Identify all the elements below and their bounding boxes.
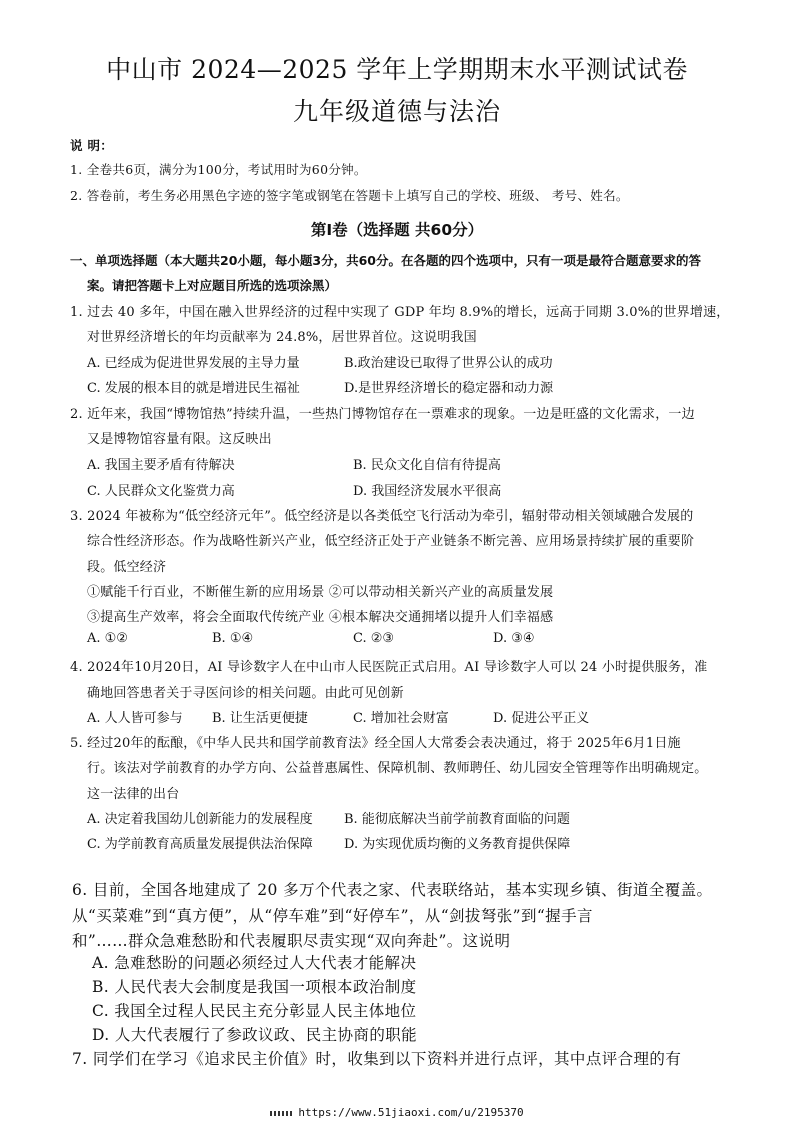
q2-stem-line1: 2. 近年来，我国“博物馆热”持续升温，一些热门博物馆存在一票难求的现象。一边是旺盛的文化需求，一边 <box>70 407 695 422</box>
q5-stem-line3: 这一法律的出台 <box>87 787 180 802</box>
q3-option-a[interactable]: A. ①② <box>87 631 128 646</box>
page-footer <box>0 1106 794 1119</box>
q1-option-d[interactable]: D.是世界经济增长的稳定器和动力源 <box>344 381 554 396</box>
q1-option-a[interactable]: A. 已经成为促进世界发展的主导力量 <box>87 356 300 371</box>
q3-stem-line2: 综合性经济形态。作为战略性新兴产业，低空经济正处于产业链条不断完善、应用场景持续扩展的重要阶 <box>87 534 695 549</box>
section-instruction-line1: 一、单项选择题（本大题共20小题，每小题3分，共60分。在各题的四个选项中，只有一项是最符合题意要求的答 <box>70 253 701 268</box>
q5-option-b[interactable]: B. 能彻底解决当前学前教育面临的问题 <box>344 812 570 827</box>
note-2: 2. 答卷前，考生务必用黑色字迹的签字笔或钢笔在答题卡上填写自己的学校、班级、 考号、姓名。 <box>70 188 629 203</box>
section-instruction-line2: 案。请把答题卡上对应题目所选的选项涂黑） <box>87 278 338 293</box>
q5-option-a[interactable]: A. 决定着我国幼儿创新能力的发展程度 <box>87 812 313 827</box>
q3-option-d[interactable]: D. ③④ <box>493 631 535 646</box>
q5-stem-line1: 5. 经过20年的酝酿，《中华人民共和国学前教育法》经全国人大常委会表决通过，将于 2025年6月1日施 <box>70 736 681 751</box>
q2-option-c[interactable]: C. 人民群众文化鉴赏力高 <box>87 484 235 499</box>
q4-option-d[interactable]: D. 促进公平正义 <box>493 711 590 726</box>
q4-option-a[interactable]: A. 人人皆可参与 <box>87 711 183 726</box>
footer-url[interactable]: https://www.51jiaoxi.com/u/2195370 <box>298 1106 524 1119</box>
q3-option-c[interactable]: C. ②③ <box>353 631 395 646</box>
q4-stem-line2: 确地回答患者关于寻医问诊的相关问题。由此可见创新 <box>87 686 404 701</box>
q4-option-b[interactable]: B. 让生活更便捷 <box>212 711 308 726</box>
q3-statements-1: ①赋能千行百业，不断催生新的应用场景 ②可以带动相关新兴产业的高质量发展 <box>87 585 554 600</box>
watermark-logo-icon <box>270 1111 292 1116</box>
q3-option-b[interactable]: B. ①④ <box>212 631 254 646</box>
q6-stem-line3: 和”……群众急难愁盼和代表履职尽责实现“双向奔赴”。这说明 <box>72 932 511 950</box>
q3-statements-2: ③提高生产效率，将会全面取代传统产业 ④根本解决交通拥堵以提升人们幸福感 <box>87 610 554 625</box>
q1-stem-line1: 1. 过去 40 多年，中国在融入世界经济的过程中实现了 GDP 年均 8.9%的增长，远高于同期 3.0%的世界增速， <box>70 305 730 320</box>
exam-title: 中山市 2024—2025 学年上学期期末水平测试试卷 <box>106 55 688 84</box>
q5-option-c[interactable]: C. 为学前教育高质量发展提供法治保障 <box>87 837 313 852</box>
q5-stem-line2: 行。该法对学前教育的办学方向、公益普惠属性、保障机制、教师聘任、幼儿园安全管理等作出明确规定。 <box>87 761 708 776</box>
notes-label: 说 明： <box>70 138 114 153</box>
q3-stem-line3: 段。低空经济 <box>87 560 167 575</box>
note-1: 1. 全卷共6页，满分为100分，考试用时为60分钟。 <box>70 162 367 177</box>
q3-stem-line1: 3. 2024 年被称为“低空经济元年”。低空经济是以各类低空飞行活动为牵引，辐射带动相关领域融合发展的 <box>70 509 694 524</box>
q6-option-a[interactable]: A. 急难愁盼的问题必须经过人大代表才能解决 <box>92 954 417 972</box>
q5-option-d[interactable]: D. 为实现优质均衡的义务教育提供保障 <box>344 837 571 852</box>
q1-stem-line2: 对世界经济增长的年均贡献率为 24.8%，居世界首位。这说明我国 <box>87 330 477 345</box>
q4-stem-line1: 4. 2024年10月20日，AI 导诊数字人在中山市人民医院正式启用。AI 导诊数字人可以 24 小时提供服务，准 <box>70 660 708 675</box>
q6-option-c[interactable]: C. 我国全过程人民民主充分彰显人民主体地位 <box>92 1002 417 1020</box>
q2-option-b[interactable]: B. 民众文化自信有待提高 <box>353 458 501 473</box>
q7-stem-line1: 7. 同学们在学习《追求民主价值》时，收集到以下资料并进行点评，其中点评合理的有 <box>72 1050 682 1068</box>
q6-option-b[interactable]: B. 人民代表大会制度是我国一项根本政治制度 <box>92 978 417 996</box>
q6-option-d[interactable]: D. 人大代表履行了参政议政、民主协商的职能 <box>92 1026 418 1044</box>
q6-stem-line2: 从“买菜难”到“真方便”，从“停车难”到“好停车”，从“剑拔弩张”到“握手言 <box>72 907 593 925</box>
q6-stem-line1: 6. 目前，全国各地建成了 20 多万个代表之家、代表联络站，基本实现乡镇、街道全覆盖。 <box>72 881 713 899</box>
exam-subject: 九年级道德与法治 <box>292 97 501 126</box>
q2-option-d[interactable]: D. 我国经济发展水平很高 <box>353 484 502 499</box>
q1-option-b[interactable]: B.政治建设已取得了世界公认的成功 <box>344 356 553 371</box>
section-title: 第Ⅰ卷（选择题 共60分） <box>310 221 484 239</box>
q2-stem-line2: 又是博物馆容量有限。这反映出 <box>87 432 272 447</box>
q1-option-c[interactable]: C. 发展的根本目的就是增进民生福祉 <box>87 381 300 396</box>
q2-option-a[interactable]: A. 我国主要矛盾有待解决 <box>87 458 235 473</box>
q4-option-c[interactable]: C. 增加社会财富 <box>353 711 449 726</box>
